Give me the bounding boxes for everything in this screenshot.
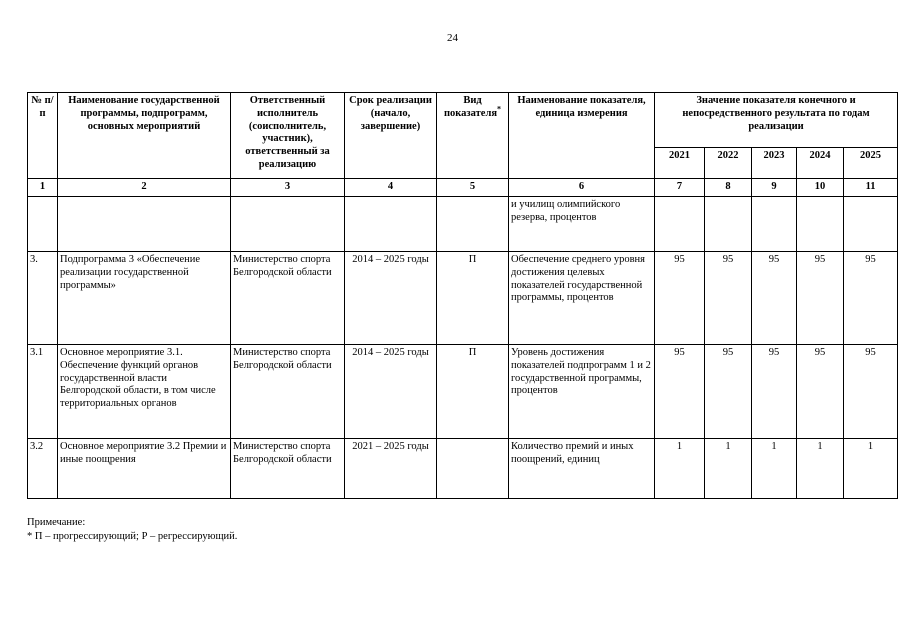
row-value-2023 bbox=[752, 197, 797, 252]
header-name: Наименование государственной программы, подпрограмм, основных мероприятий bbox=[58, 93, 231, 179]
row-kind: П bbox=[437, 345, 509, 439]
row-executor: Министерство спорта Белгородской области bbox=[231, 252, 345, 345]
header-period: Срок реализации (начало, завершение) bbox=[345, 93, 437, 179]
row-period: 2014 – 2025 годы bbox=[345, 252, 437, 345]
header-kind bbox=[437, 93, 509, 179]
row-value-2025 bbox=[844, 197, 898, 252]
indicators-table bbox=[27, 92, 898, 499]
row-value-2022: 95 bbox=[705, 345, 752, 439]
column-number: 8 bbox=[705, 179, 752, 197]
row-period bbox=[345, 197, 437, 252]
row-value-2022: 1 bbox=[705, 439, 752, 499]
column-number: 5 bbox=[437, 179, 509, 197]
header-year: 2022 bbox=[705, 148, 752, 179]
header-year: 2025 bbox=[844, 148, 898, 179]
header-indicator: Наименование показателя, единица измерения bbox=[509, 93, 655, 179]
row-value-2022 bbox=[705, 197, 752, 252]
header-values-group: Значение показателя конечного и непосредственного результата по годам реализации bbox=[655, 93, 898, 148]
row-value-2023: 95 bbox=[752, 252, 797, 345]
row-num: 3.1 bbox=[28, 345, 58, 439]
row-value-2021: 95 bbox=[655, 345, 705, 439]
row-value-2025: 95 bbox=[844, 345, 898, 439]
header-num: № п/п bbox=[28, 93, 58, 179]
row-kind bbox=[437, 439, 509, 499]
footnote-text: * П – прогрессирующий; Р – регрессирующий. bbox=[27, 530, 238, 542]
column-number: 4 bbox=[345, 179, 437, 197]
row-name bbox=[58, 197, 231, 252]
column-number: 9 bbox=[752, 179, 797, 197]
header-year: 2021 bbox=[655, 148, 705, 179]
row-period: 2014 – 2025 годы bbox=[345, 345, 437, 439]
table-row bbox=[28, 197, 898, 252]
row-value-2022: 95 bbox=[705, 252, 752, 345]
row-value-2024 bbox=[797, 197, 844, 252]
header-year: 2023 bbox=[752, 148, 797, 179]
row-value-2023: 1 bbox=[752, 439, 797, 499]
row-value-2024: 95 bbox=[797, 252, 844, 345]
column-number: 3 bbox=[231, 179, 345, 197]
header-kind-label: Вид показателя bbox=[443, 95, 498, 119]
row-value-2024: 95 bbox=[797, 345, 844, 439]
row-value-2025: 95 bbox=[844, 252, 898, 345]
column-number: 2 bbox=[58, 179, 231, 197]
row-value-2021 bbox=[655, 197, 705, 252]
row-kind: П bbox=[437, 252, 509, 345]
row-executor: Министерство спорта Белгородской области bbox=[231, 345, 345, 439]
row-num bbox=[28, 197, 58, 252]
header-executor: Ответственный исполнитель (соисполнитель, участник), ответственный за реализацию bbox=[231, 93, 345, 179]
header-row-1 bbox=[28, 93, 898, 148]
footnote bbox=[27, 516, 237, 543]
row-name: Подпрограмма 3 «Обеспечение реализации государственной программы» bbox=[58, 252, 231, 345]
column-number: 11 bbox=[844, 179, 898, 197]
row-indicator: и училищ олимпийского резерва, процентов bbox=[509, 197, 655, 252]
row-period: 2021 – 2025 годы bbox=[345, 439, 437, 499]
row-executor bbox=[231, 197, 345, 252]
table-row bbox=[28, 252, 898, 345]
column-number: 10 bbox=[797, 179, 844, 197]
column-number: 1 bbox=[28, 179, 58, 197]
page-number: 24 bbox=[447, 32, 458, 44]
row-num: 3. bbox=[28, 252, 58, 345]
table-row bbox=[28, 439, 898, 499]
row-kind bbox=[437, 197, 509, 252]
column-numbers-row bbox=[28, 179, 898, 197]
footnote-mark: * bbox=[497, 104, 502, 114]
row-indicator: Количество премий и иных поощрений, единиц bbox=[509, 439, 655, 499]
row-executor: Министерство спорта Белгородской области bbox=[231, 439, 345, 499]
row-value-2021: 1 bbox=[655, 439, 705, 499]
row-indicator: Обеспечение среднего уровня достижения целевых показателей государственной программы, процентов bbox=[509, 252, 655, 345]
row-num: 3.2 bbox=[28, 439, 58, 499]
footnote-title: Примечание: bbox=[27, 517, 86, 528]
row-value-2025: 1 bbox=[844, 439, 898, 499]
row-name: Основное мероприятие 3.1. Обеспечение функций органов государственной власти Белгородской области, в том числе территориальных органов bbox=[58, 345, 231, 439]
row-name: Основное мероприятие 3.2 Премии и иные поощрения bbox=[58, 439, 231, 499]
column-number: 7 bbox=[655, 179, 705, 197]
row-value-2023: 95 bbox=[752, 345, 797, 439]
row-indicator: Уровень достижения показателей подпрограмм 1 и 2 государственной программы, процентов bbox=[509, 345, 655, 439]
row-value-2021: 95 bbox=[655, 252, 705, 345]
header-year: 2024 bbox=[797, 148, 844, 179]
table-row bbox=[28, 345, 898, 439]
column-number: 6 bbox=[509, 179, 655, 197]
row-value-2024: 1 bbox=[797, 439, 844, 499]
